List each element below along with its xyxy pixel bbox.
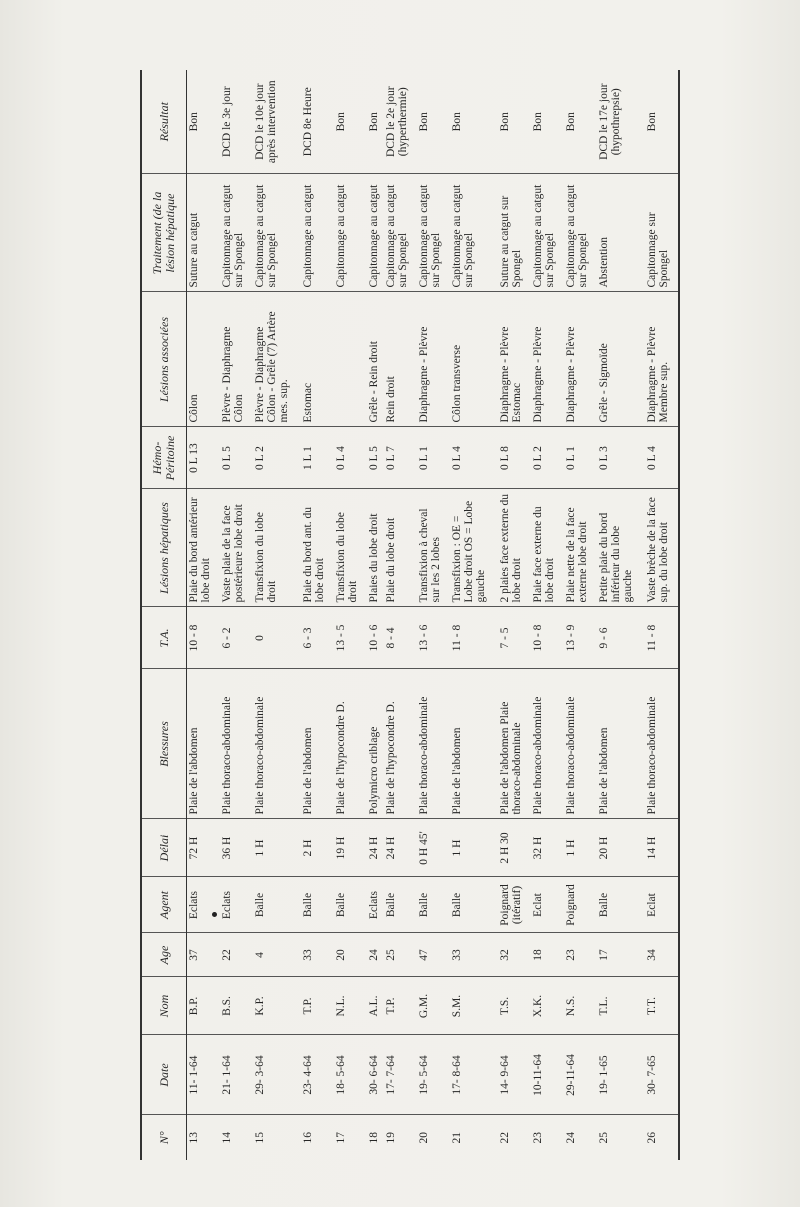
cell-agent: Eclats (220, 877, 253, 933)
cell-traitement: Abstention (597, 174, 645, 292)
cell-lesions-hepatiques: Plaie du bord antérieur lobe droit (187, 489, 221, 607)
cell-agent: Eclats (367, 877, 385, 933)
cell-age: 32 (498, 933, 531, 977)
cell-blessures: Plaie de l'abdomen (597, 669, 645, 819)
cell-traitement: Capitonnage au catgut sur Spongel (253, 174, 301, 292)
cell-delai: 72 H (187, 819, 221, 877)
header-row (141, 70, 187, 1160)
cell-no: 17 (334, 1132, 347, 1144)
cell-ta: 10 - 6 (367, 607, 385, 669)
cell-agent: Eclat (645, 877, 679, 933)
cell-traitement: Capitonnage au catgut sur Spongel (564, 174, 597, 292)
cell-hemo: 0 L 2 (253, 427, 301, 489)
cell-date: 30- 7-65 (645, 1035, 679, 1115)
cell-delai: 36 H (220, 819, 253, 877)
cell-hemo: 0 L 4 (450, 427, 498, 489)
cell-blessures: Plaie thoraco-abdominale (220, 669, 253, 819)
cell-delai: 19 H (334, 819, 367, 877)
cell-blessures: Plaie de l'abdomen Plaie thoraco-abdominale (498, 669, 531, 819)
cell-hemo: 1 L 1 (301, 427, 334, 489)
cell-blessures: Plaie de l'abdomen (450, 669, 498, 819)
cell-associees: Côlon transverse (450, 292, 498, 427)
cell-traitement: Capitonnage au catgut (334, 174, 367, 292)
cell-traitement: Capitonnage au catgut sur Spongel (450, 174, 498, 292)
cell-associees: Côlon (187, 292, 221, 427)
cell-associees: Estomac (301, 292, 334, 427)
cell-age: 18 (531, 933, 564, 977)
cell-nom: N.S. (564, 977, 597, 1035)
cell-date: 30- 6-64 (367, 1035, 385, 1115)
cell-hemo: 0 L 4 (645, 427, 679, 489)
cell-no: 25 (597, 1132, 610, 1144)
case-table (140, 70, 680, 1160)
table-row (220, 70, 253, 1160)
cell-traitement: Capitonnage au catgut (301, 174, 334, 292)
cell-lesions-hepatiques: Plaies du lobe droit (367, 489, 385, 607)
cell-date: 14- 9-64 (498, 1035, 531, 1115)
cell-traitement: Capitonnage au catgut sur Spongel (531, 174, 564, 292)
cell-traitement: Capitonnage au catgut sur Spongel (417, 174, 450, 292)
cell-ta: 6 - 2 (220, 607, 253, 669)
cell-blessures: Plaie de l'abdomen (187, 669, 221, 819)
cell-lesions-hepatiques: Plaie du lobe droit (384, 489, 417, 607)
cell-date: 29-11-64 (564, 1035, 597, 1115)
cell-blessures: Plaie de l'abdomen (301, 669, 334, 819)
cell-agent: Balle (384, 877, 417, 933)
cell-date: 23- 4-64 (301, 1035, 334, 1115)
cell-lesions-hepatiques: Transfixion à cheval sur les 2 lobes (417, 489, 450, 607)
table-row (597, 70, 645, 1160)
cell-age: 25 (384, 933, 417, 977)
cell-agent: Eclat (531, 877, 564, 933)
cell-nom: T.T. (645, 977, 679, 1035)
header-no: N° (141, 1115, 187, 1160)
cell-agent: Balle (301, 877, 334, 933)
cell-no: 14 (221, 1132, 233, 1144)
table-row (367, 70, 385, 1160)
cell-hemo: 0 L 2 (531, 427, 564, 489)
cell-associees: Diaphragme - Plèvre (531, 292, 564, 427)
cell-resultat: DCD le 10e jour après intervention (253, 70, 301, 174)
cell-blessures: Plaie de l'hypocondre D. (334, 669, 367, 819)
cell-age: 37 (187, 933, 221, 977)
cell-ta: 13 - 9 (564, 607, 597, 669)
cell-resultat: Bon (531, 70, 564, 174)
cell-lesions-hepatiques: Plaie du bord ant. du lobe droit (301, 489, 334, 607)
cell-no: 24 (564, 1132, 577, 1144)
cell-date: 19- 1-65 (597, 1035, 645, 1115)
cell-nom: G.M. (417, 977, 450, 1035)
table-row (645, 70, 679, 1160)
cell-associees: Diaphragme - Plèvre Estomac (498, 292, 531, 427)
cell-delai: 2 H 30 (498, 819, 531, 877)
cell-date: 21- 1-64 (220, 1035, 253, 1115)
table-row (450, 70, 498, 1160)
cell-age: 17 (597, 933, 645, 977)
cell-date: 17- 7-64 (384, 1035, 417, 1115)
cell-resultat: DCD le 17e jour (hypothrepsie) (597, 70, 645, 174)
table-row (417, 70, 450, 1160)
cell-resultat: Bon (450, 70, 498, 174)
header-nom: Nom (141, 977, 187, 1035)
cell-associees: Diaphragme - Plèvre (417, 292, 450, 427)
cell-delai: 0 H 45' (417, 819, 450, 877)
cell-nom: T.P. (301, 977, 334, 1035)
cell-ta: 7 - 5 (498, 607, 531, 669)
cell-ta: 13 - 6 (417, 607, 450, 669)
cell-no: 21 (451, 1132, 464, 1144)
header-blessures: Blessures (141, 669, 187, 819)
header-age: Age (141, 933, 187, 977)
cell-resultat: Bon (187, 70, 221, 174)
cell-resultat: Bon (498, 70, 531, 174)
cell-resultat: Bon (417, 70, 450, 174)
cell-date: 10-11-64 (531, 1035, 564, 1115)
cell-associees (334, 292, 367, 427)
table-row (187, 70, 221, 1160)
cell-hemo: 0 L 1 (564, 427, 597, 489)
cell-age: 4 (253, 933, 301, 977)
cell-nom: S.M. (450, 977, 498, 1035)
header-hemoperitoine: Hémo-Péritoine (141, 427, 187, 489)
cell-delai: 24 H (367, 819, 385, 877)
cell-nom: T.L. (597, 977, 645, 1035)
cell-age: 20 (334, 933, 367, 977)
cell-ta: 11 - 8 (450, 607, 498, 669)
cell-nom: T.P. (384, 977, 417, 1035)
cell-blessures: Plaie thoraco-abdominale (531, 669, 564, 819)
cell-blessures: Plaie thoraco-abdominale (253, 669, 301, 819)
cell-delai: 24 H (384, 819, 417, 877)
cell-ta: 8 - 4 (384, 607, 417, 669)
cell-lesions-hepatiques: Vaste plaie de la face postérieure lobe droit (220, 489, 253, 607)
cell-resultat: Bon (367, 70, 385, 174)
cell-age: 34 (645, 933, 679, 977)
cell-delai: 1 H (564, 819, 597, 877)
cell-blessures: Plaie de l'hypocondre D. (384, 669, 417, 819)
cell-ta: 9 - 6 (597, 607, 645, 669)
cell-date: 29- 3-64 (253, 1035, 301, 1115)
cell-age: 33 (301, 933, 334, 977)
cell-hemo: 0 L 3 (597, 427, 645, 489)
cell-nom: B.P. (187, 977, 221, 1035)
cell-age: 33 (450, 933, 498, 977)
cell-traitement: Suture au catgut sur Spongel (498, 174, 531, 292)
table-body (187, 70, 680, 1160)
cell-ta: 11 - 8 (645, 607, 679, 669)
header-delai: Délai (141, 819, 187, 877)
cell-traitement: Capitonnage au catgut sur Spongel (384, 174, 417, 292)
cell-agent: Balle (417, 877, 450, 933)
cell-resultat: Bon (334, 70, 367, 174)
cell-lesions-hepatiques: Transfixion du lobe droit (334, 489, 367, 607)
cell-ta: 10 - 8 (187, 607, 221, 669)
cell-blessures: Polymicro criblage (367, 669, 385, 819)
table-row (253, 70, 301, 1160)
cell-no: 18 (367, 1132, 380, 1144)
cell-no: 22 (499, 1132, 512, 1144)
cell-blessures: Plaie thoraco-abdominale (417, 669, 450, 819)
cell-resultat: Bon (564, 70, 597, 174)
cell-no: 23 (532, 1132, 545, 1144)
rotated-table-container (140, 70, 680, 1160)
cell-blessures: Plaie thoraco-abdominale (564, 669, 597, 819)
cell-hemo: 0 L 13 (187, 427, 221, 489)
table-row (498, 70, 531, 1160)
cell-nom: K.P. (253, 977, 301, 1035)
table-row (301, 70, 334, 1160)
cell-agent: Poignard (564, 877, 597, 933)
cell-no: 15 (253, 1132, 266, 1144)
cell-date: 19- 5-64 (417, 1035, 450, 1115)
cell-lesions-hepatiques: Transfixion : OE = Lobe droit OS = Lobe gauche (450, 489, 498, 607)
cell-lesions-hepatiques: Vaste brèche de la face sup. du lobe droit (645, 489, 679, 607)
cell-nom: B.S. (220, 977, 253, 1035)
cell-date: 17- 8-64 (450, 1035, 498, 1115)
cell-ta: 10 - 8 (531, 607, 564, 669)
cell-resultat: DCD 8e Heure (301, 70, 334, 174)
table-row (564, 70, 597, 1160)
cell-no: 16 (301, 1132, 314, 1144)
table-row (384, 70, 417, 1160)
cell-age: 23 (564, 933, 597, 977)
cell-lesions-hepatiques: 2 plaies face externe du lobe droit (498, 489, 531, 607)
table-row (531, 70, 564, 1160)
cell-agent: Balle (334, 877, 367, 933)
cell-no: 20 (418, 1132, 431, 1144)
cell-agent: Poignard (itératif) (498, 877, 531, 933)
cell-agent: Balle (597, 877, 645, 933)
cell-hemo: 0 L 7 (384, 427, 417, 489)
cell-no: 13 (188, 1132, 200, 1144)
cell-age: 22 (220, 933, 253, 977)
cell-age: 24 (367, 933, 385, 977)
cell-delai: 32 H (531, 819, 564, 877)
cell-associees: Grêle - Rein droit (367, 292, 385, 427)
cell-nom: A.L. (367, 977, 385, 1035)
header-lesions-associees: Lésions associées (141, 292, 187, 427)
cell-associees: Diaphragme - Plèvre (564, 292, 597, 427)
cell-traitement: Capitonnage au catgut (367, 174, 385, 292)
header-date: Date (141, 1035, 187, 1115)
cell-nom: X.K. (531, 977, 564, 1035)
cell-resultat: Bon (645, 70, 679, 174)
header-resultat: Résultat (141, 70, 187, 174)
cell-delai: 2 H (301, 819, 334, 877)
cell-lesions-hepatiques: Petite plaie du bord inférieur du lobe gauche (597, 489, 645, 607)
header-ta: T.A. (141, 607, 187, 669)
cell-hemo: 0 L 4 (334, 427, 367, 489)
cell-delai: 1 H (253, 819, 301, 877)
cell-lesions-hepatiques: Plaie face externe du lobe droit (531, 489, 564, 607)
cell-associees: Rein droit (384, 292, 417, 427)
header-agent: Agent (141, 877, 187, 933)
header-lesions-hepatiques: Lésions hépatiques (141, 489, 187, 607)
header-traitement: Traitement (de la lésion hépatique (141, 174, 187, 292)
cell-resultat: DCD le 3e jour (220, 70, 253, 174)
cell-hemo: 0 L 5 (220, 427, 253, 489)
cell-agent: Eclats (187, 877, 221, 933)
cell-associees: Diaphragme - Plèvre Membre sup. (645, 292, 679, 427)
table-row (334, 70, 367, 1160)
cell-hemo: 0 L 8 (498, 427, 531, 489)
cell-blessures: Plaie thoraco-abdominale (645, 669, 679, 819)
cell-delai: 1 H (450, 819, 498, 877)
cell-date: 11- 1-64 (187, 1035, 221, 1115)
cell-delai: 20 H (597, 819, 645, 877)
cell-no: 19 (385, 1132, 398, 1144)
cell-ta: 13 - 5 (334, 607, 367, 669)
cell-lesions-hepatiques: Transfixion du lobe droit (253, 489, 301, 607)
cell-associees: Plèvre - Diaphragme Côlon - Grêle (7) Artère mes. sup. (253, 292, 301, 427)
cell-traitement: Capitonnage sur Spongel (645, 174, 679, 292)
cell-traitement: Capitonnage au catgut sur Spongel (220, 174, 253, 292)
cell-no: 26 (645, 1115, 679, 1160)
cell-hemo: 0 L 1 (417, 427, 450, 489)
cell-date: 18- 5-64 (334, 1035, 367, 1115)
cell-agent: Balle (253, 877, 301, 933)
cell-traitement: Suture au catgut (187, 174, 221, 292)
cell-hemo: 0 L 5 (367, 427, 385, 489)
cell-ta: 0 (253, 607, 301, 669)
cell-associees: Grêle - Sigmoïde (597, 292, 645, 427)
cell-nom: T.S. (498, 977, 531, 1035)
cell-delai: 14 H (645, 819, 679, 877)
cell-agent: Balle (450, 877, 498, 933)
cell-resultat: DCD le 2e jour (hyperthermie) (384, 70, 417, 174)
ink-blot (212, 912, 217, 917)
cell-lesions-hepatiques: Plaie nette de la face externe lobe droit (564, 489, 597, 607)
cell-associees: Plèvre - Diaphragme Côlon (220, 292, 253, 427)
cell-nom: N.L. (334, 977, 367, 1035)
cell-age: 47 (417, 933, 450, 977)
cell-ta: 6 - 3 (301, 607, 334, 669)
